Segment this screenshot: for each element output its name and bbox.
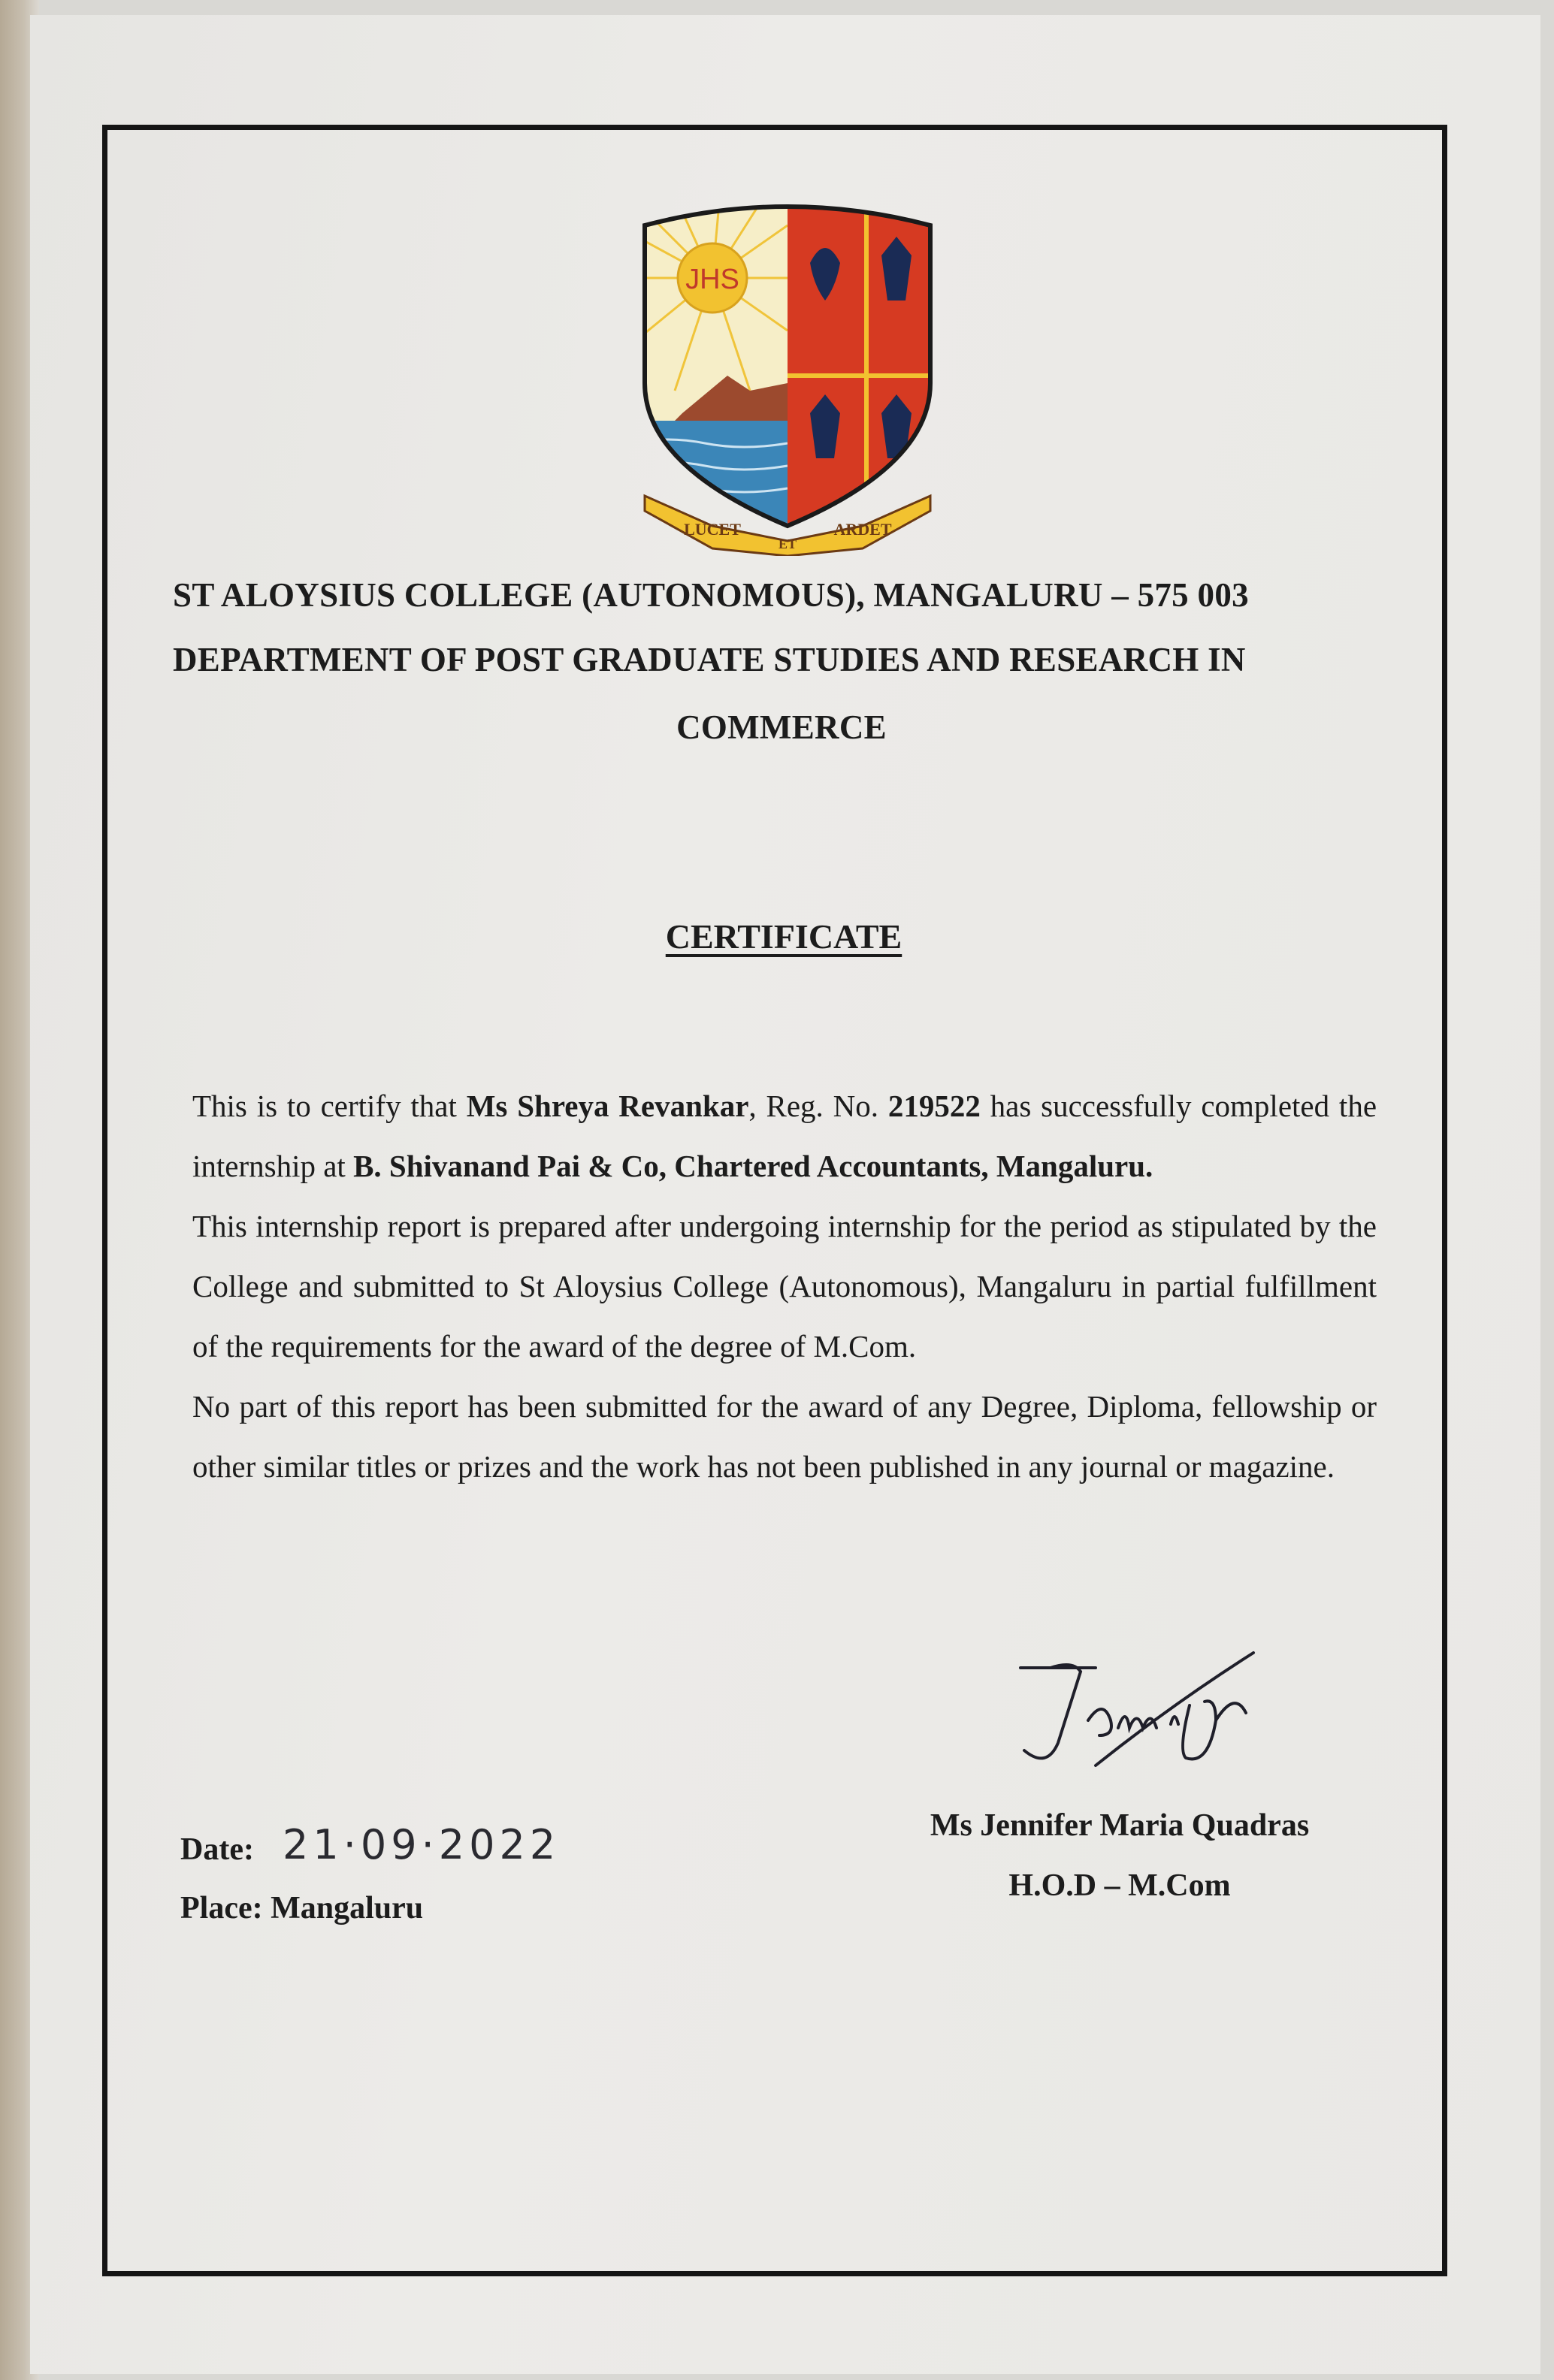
date-value: 21·09·2022 bbox=[283, 1821, 561, 1868]
college-crest bbox=[630, 195, 945, 556]
paragraph-2: This internship report is prepared after undergoing internship for the period as stipulated by the College and submitted to St Aloysius College (Autonomous), Mangaluru in partial fulfillment of the requirements for the award of the degree of M.Com. bbox=[192, 1209, 1377, 1364]
paragraph-1: This is to certify that Ms Shreya Revankar, Reg. No. 219522 has successfully completed the internship at B. Shivanand Pai & Co, Chartered Accountants, Mangaluru. bbox=[192, 1089, 1377, 1183]
svg-text:ET: ET bbox=[778, 536, 797, 551]
signer-name: Ms Jennifer Maria Quadras bbox=[930, 1808, 1310, 1843]
date-label: Date: bbox=[180, 1832, 254, 1867]
place-label: Place: Mangaluru bbox=[180, 1891, 424, 1925]
certificate-body bbox=[192, 1076, 1377, 1497]
svg-text:ARDET: ARDET bbox=[833, 520, 892, 539]
certificate-page bbox=[30, 15, 1540, 2374]
registration-number: 219522 bbox=[887, 1089, 981, 1123]
department-name-cont: COMMERCE bbox=[676, 708, 887, 746]
student-name: Ms Shreya Revankar bbox=[466, 1089, 749, 1123]
department-name: DEPARTMENT OF POST GRADUATE STUDIES AND RESEARCH IN bbox=[173, 641, 1246, 678]
signature bbox=[1005, 1638, 1261, 1773]
svg-text:JHS: JHS bbox=[685, 264, 739, 295]
signer-role: H.O.D – M.Com bbox=[1008, 1868, 1231, 1903]
college-name: ST ALOYSIUS COLLEGE (AUTONOMOUS), MANGALURU – 575 003 bbox=[173, 576, 1249, 614]
certificate-title: CERTIFICATE bbox=[665, 917, 902, 956]
svg-text:LUCET: LUCET bbox=[684, 520, 741, 539]
company-name: B. Shivanand Pai & Co, Chartered Accountants, Mangaluru. bbox=[353, 1149, 1153, 1183]
paragraph-3: No part of this report has been submitted for the award of any Degree, Diploma, fellowship or other similar titles or prizes and the work has not been published in any journal or magazine. bbox=[192, 1389, 1377, 1484]
